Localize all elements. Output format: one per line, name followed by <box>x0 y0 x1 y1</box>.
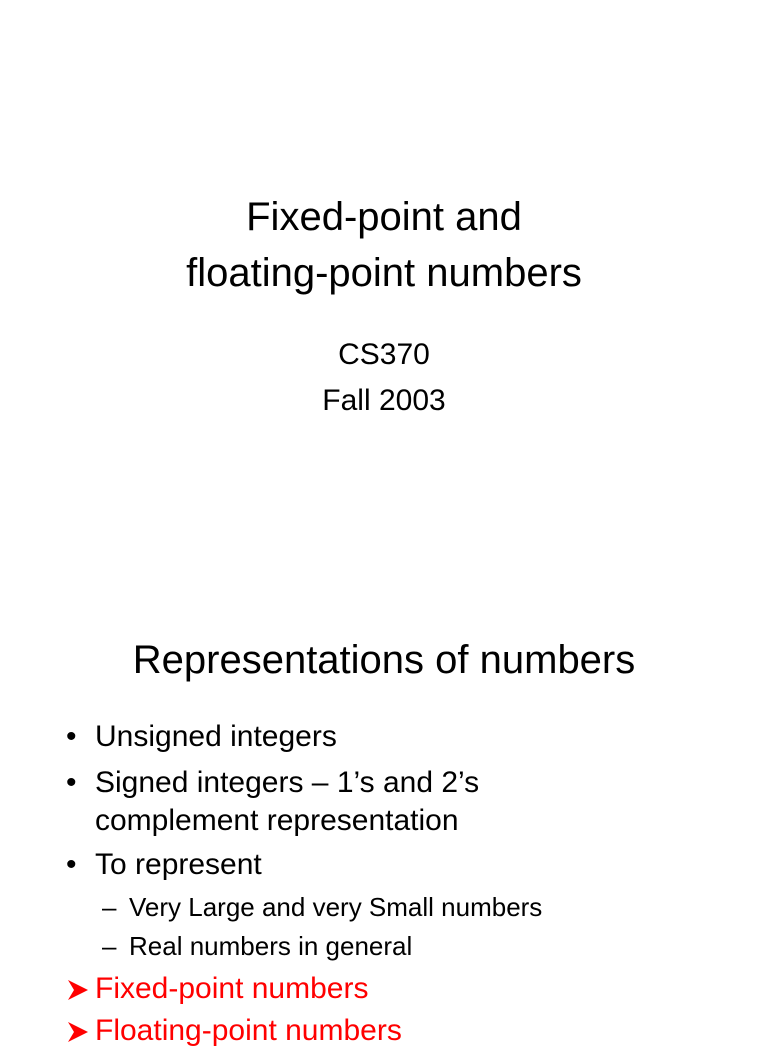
bullet-marker: • <box>66 720 77 753</box>
list-item-text: Signed integers – 1’s and 2’s <box>95 766 480 799</box>
bullet-marker: • <box>66 766 77 799</box>
bullet-marker: • <box>66 848 77 881</box>
list-item-text: Unsigned integers <box>95 720 337 753</box>
slide-title-line-1: Fixed-point and <box>246 195 522 239</box>
highlighted-list-item-text: Floating-point numbers <box>95 1014 402 1047</box>
list-item-text: To represent <box>95 848 262 881</box>
dash-marker: – <box>102 931 117 961</box>
arrow-bullet-icon <box>66 979 90 1001</box>
list-item-continuation: complement representation <box>95 804 459 837</box>
slide-title-line-2: floating-point numbers <box>186 251 582 295</box>
section-title: Representations of numbers <box>132 638 636 682</box>
sub-list-item-text: Real numbers in general <box>129 931 413 961</box>
sub-list-item-text: Very Large and very Small numbers <box>129 892 543 922</box>
highlighted-list-item-text: Fixed-point numbers <box>95 972 369 1005</box>
dash-marker: – <box>102 892 117 922</box>
arrow-bullet-icon <box>66 1021 90 1043</box>
course-term: Fall 2003 <box>322 384 446 417</box>
course-code: CS370 <box>338 338 430 371</box>
